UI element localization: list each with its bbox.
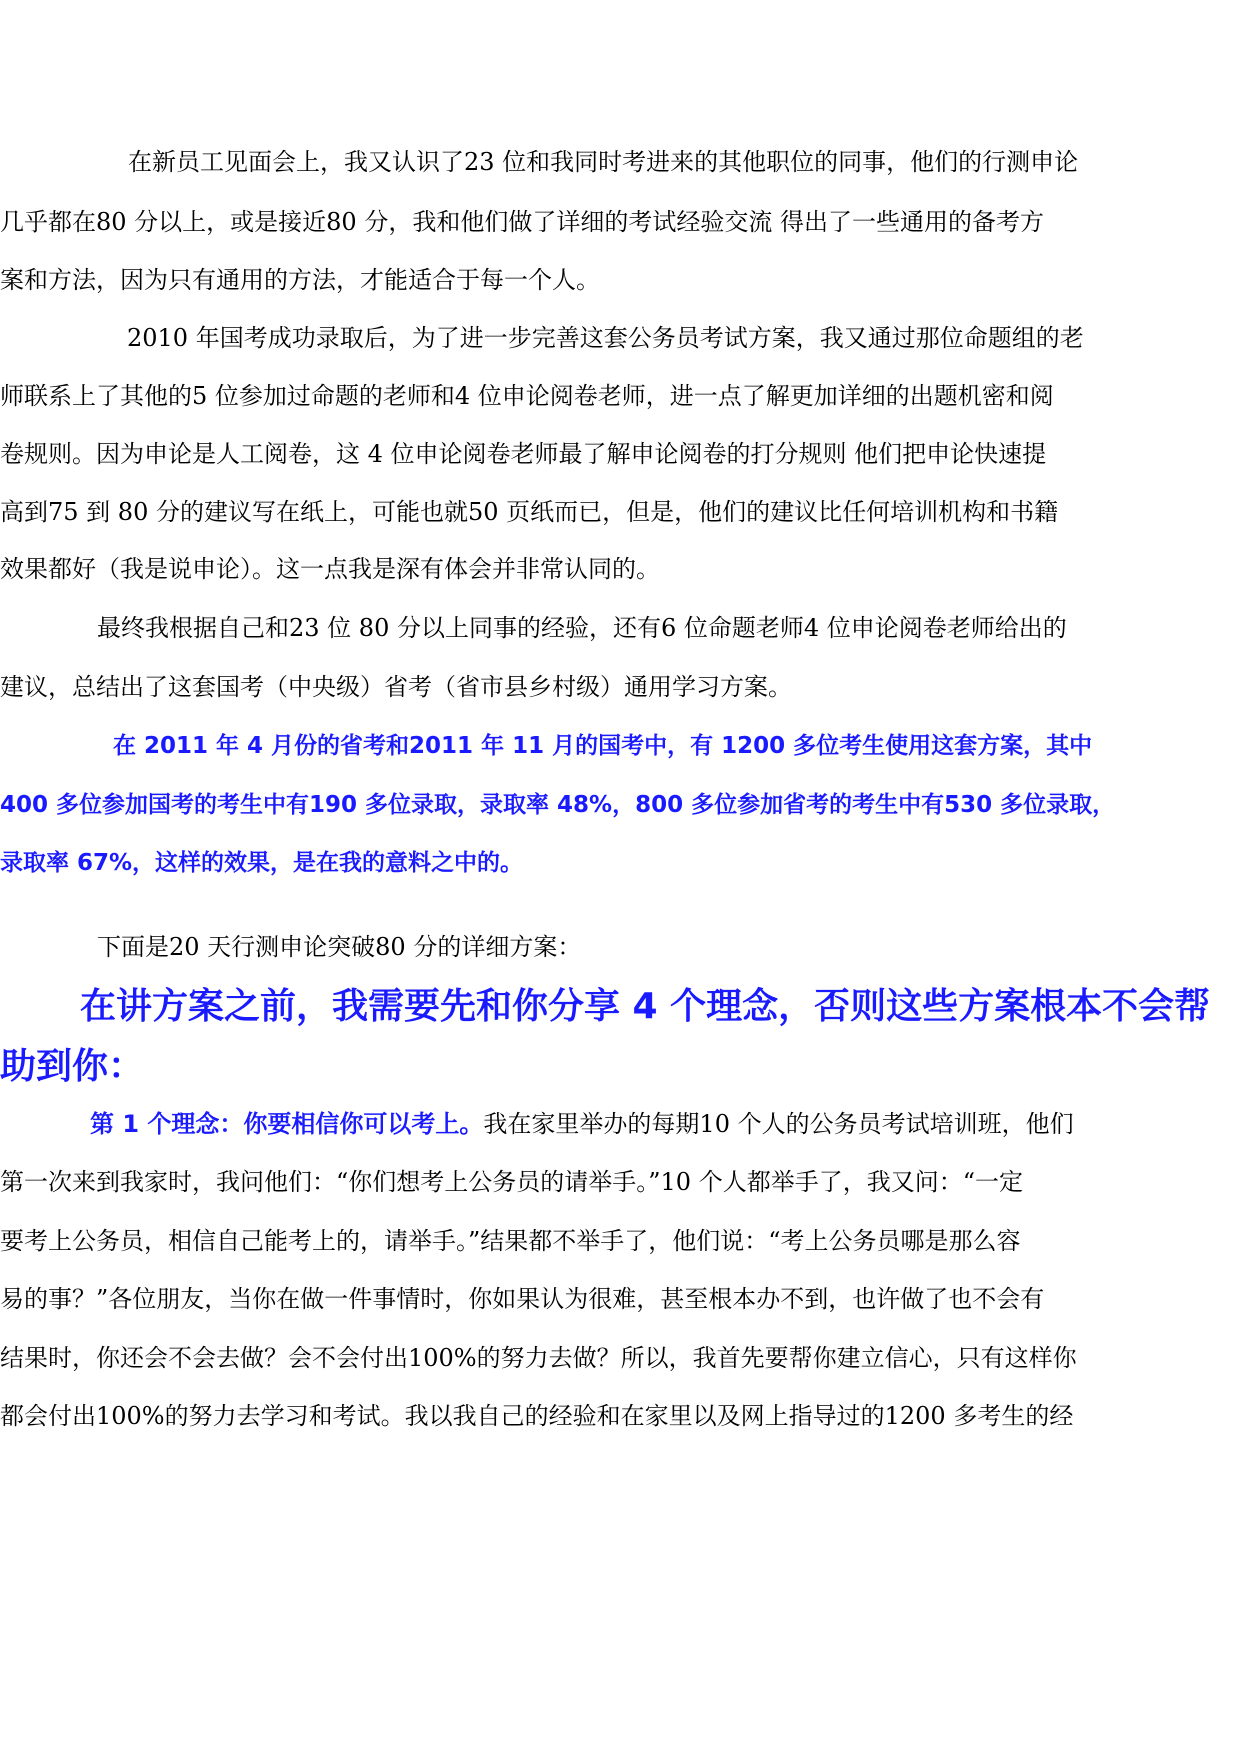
highlight-line-1: 在 2011 年 4 月份的省考和2011 年 11 月的国考中，有 1200 多位考生使用这套方案，其中 <box>113 733 1093 759</box>
paragraph1-line-1: 在新员工见面会上，我又认识了23 位和我同时考进来的其他职位的同事，他们的行测申论 <box>128 148 1079 176</box>
paragraph3-line-2: 建议，总结出了这套国考（中央级）省考（省市县乡村级）通用学习方案。 <box>0 673 792 701</box>
intro-line: 下面是20 天行测申论突破80 分的详细方案： <box>97 933 582 961</box>
paragraph2-line-5: 效果都好（我是说申论）。这一点我是深有体会并非常认同的。 <box>0 555 660 583</box>
paragraph3-line-1: 最终我根据自己和23 位 80 分以上同事的经验，还有6 位命题老师4 位申论阅卷老师给出的 <box>97 614 1067 642</box>
paragraph2-line-4: 高到75 到 80 分的建议写在纸上，可能也就50 页纸而已，但是，他们的建议比任何培训机构和书籍 <box>0 498 1059 526</box>
highlight-line-2: 400 多位参加国考的考生中有190 多位录取，录取率 48%，800 多位参加省考的考生中有530 多位录取， <box>0 792 1116 818</box>
paragraph2-line-3: 卷规则。因为申论是人工阅卷，这 4 位申论阅卷老师最了解申论阅卷的打分规则 他们把申论快速提 <box>0 440 1047 468</box>
concept1-line-4: 易的事？”各位朋友，当你在做一件事情时，你如果认为很难，甚至根本办不到，也许做了也不会有 <box>0 1285 1045 1313</box>
paragraph2-line-1: 2010 年国考成功录取后，为了进一步完善这套公务员考试方案，我又通过那位命题组的老 <box>127 324 1084 352</box>
concept1-line-1 <box>90 1108 1074 1140</box>
heading-line-2: 助到你： <box>0 1046 145 1087</box>
paragraph1-line-2: 几乎都在80 分以上，或是接近80 分，我和他们做了详细的考试经验交流 得出了一些通用的备考方 <box>0 208 1044 236</box>
paragraph2-line-2: 师联系上了其他的5 位参加过命题的老师和4 位申论阅卷老师，进一点了解更加详细的出题机密和阅 <box>0 382 1054 410</box>
concept1-line-2: 第一次来到我家时，我问他们：“你们想考上公务员的请举手。”10 个人都举手了，我又问：“一定 <box>0 1168 1023 1196</box>
concept1-line-5: 结果时，你还会不会去做？会不会付出100%的努力去做？所以，我首先要帮你建立信心，只有这样你 <box>0 1344 1077 1372</box>
concept1-line-3: 要考上公务员，相信自己能考上的，请举手。”结果都不举手了，他们说：“考上公务员哪是那么容 <box>0 1227 1021 1255</box>
concept1-line-6: 都会付出100%的努力去学习和考试。我以我自己的经验和在家里以及网上指导过的1200 多考生的经 <box>0 1402 1074 1430</box>
highlight-line-3: 录取率 67%，这样的效果，是在我的意料之中的。 <box>0 850 524 876</box>
heading-line-1: 在讲方案之前，我需要先和你分享 4 个理念，否则这些方案根本不会帮 <box>80 986 1211 1027</box>
concept1-first-line-rest: 我在家里举办的每期10 个人的公务员考试培训班，他们 <box>483 1110 1074 1138</box>
paragraph1-line-3: 案和方法，因为只有通用的方法，才能适合于每一个人。 <box>0 266 600 294</box>
concept1-label: 第 1 个理念：你要相信你可以考上。 <box>90 1110 484 1138</box>
